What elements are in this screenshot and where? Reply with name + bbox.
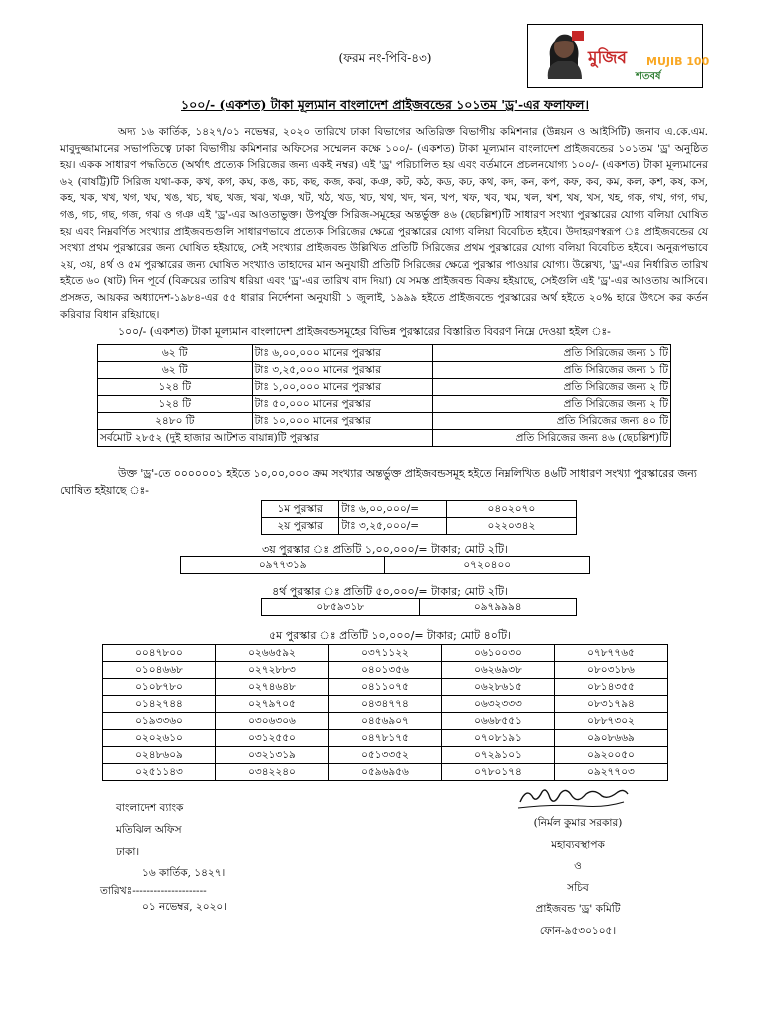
prize-number: ০৭৮৭৭৬৫ <box>554 645 667 662</box>
prize-number: ০৯২৭৭০৩ <box>554 764 667 781</box>
table-row <box>103 662 668 679</box>
summary-row <box>98 413 671 430</box>
table-row <box>103 747 668 764</box>
mujib-100-logo <box>527 24 710 88</box>
summary-count: ১২৪ টি <box>98 396 253 413</box>
form-number: (ফরম নং-পিবি-৪৩) <box>338 51 432 65</box>
prize-number: ০৮৩১৭৯৪ <box>554 696 667 713</box>
prize-number: ০৯৭৯৯৯৪ <box>419 599 577 616</box>
summary-count: ২৪৮০ টি <box>98 413 253 430</box>
summary-per-series: প্রতি সিরিজের জন্য ১ টি <box>432 345 670 362</box>
third-prize-table <box>180 556 590 574</box>
fourth-prize-table <box>261 598 577 616</box>
table-row <box>103 713 668 730</box>
prize-number: ০৫৯৬৯৫৬ <box>328 764 441 781</box>
prize-number: ০১৪২৭৪৪ <box>103 696 216 713</box>
prize-number: ০২৭৪৬৪৮ <box>215 679 328 696</box>
prize-number: ০৮৫৯৩১৮ <box>262 599 420 616</box>
prize-number: ০৬২৮৬১৫ <box>441 679 554 696</box>
prize-number: ০৮৮৭৩০২ <box>554 713 667 730</box>
table-row <box>103 730 668 747</box>
prize-number: ০৭২৯১০১ <box>441 747 554 764</box>
prize-number: ০৩১২৫৫০ <box>215 730 328 747</box>
third-prize-heading: ৩য় পুরস্কার ঃ প্রতিটি ১,০০,০০০/= টাকার; মোট ২টি। <box>262 543 508 556</box>
prize-number: ০৬৬৮৫৫১ <box>441 713 554 730</box>
table-row <box>103 679 668 696</box>
summary-total-label: সর্বমোট ২৮৫২ (দুই হাজার আটশত বায়ান্ন)টি পুরস্কার <box>98 430 433 447</box>
summary-amount: টাঃ ৫০,০০০ মানের পুরস্কার <box>252 396 432 413</box>
prize-number: ০১০৮৭৮০ <box>103 679 216 696</box>
prize-number: ০৯২০০৫০ <box>554 747 667 764</box>
logo-mujib-100: MUJIB 100 <box>646 55 710 68</box>
prize-number: ০২৬৬৫৯২ <box>215 645 328 662</box>
prize-number: ০২০২৬১০ <box>103 730 216 747</box>
bangla-date: ১৬ কার্তিক, ১৪২৭। <box>142 867 226 879</box>
signatory-committee: প্রাইজবন্ড 'ড্র' কমিটি <box>535 903 621 915</box>
prize-number: ০৫১৩৩৫২ <box>328 747 441 764</box>
summary-per-series: প্রতি সিরিজের জন্য ২ টি <box>432 396 670 413</box>
issuer-bank: বাংলাদেশ ব্যাংক <box>116 802 184 814</box>
logo-word-mujib: মুজিব <box>588 48 627 68</box>
prize-number: ০৯৭৭৩১৯ <box>181 557 385 574</box>
prize-number: ০৪০২০৭০ <box>446 501 576 518</box>
prize-number: ০২২০৩৪২ <box>446 518 576 535</box>
summary-count: ৬২ টি <box>98 345 253 362</box>
issuer-address <box>116 797 266 863</box>
prize-number: ০৮১৪৩৫৫ <box>554 679 667 696</box>
details-intro: ১০০/- (একশত) টাকা মূল্যমান বাংলাদেশ প্রাইজবন্ডসমূহের বিভিন্ন পুরস্কারের বিস্তারিত বিবরণ নিম্নে দেওয়া হইল ঃ- <box>118 325 611 338</box>
signatory-name: (নির্মল কুমার সরকার) <box>533 817 623 829</box>
prize-row <box>262 599 577 616</box>
summary-amount: টাঃ ১০,০০০ মানের পুরস্কার <box>252 413 432 430</box>
prize-number: ০৪৫৬৯০৭ <box>328 713 441 730</box>
prize-row <box>262 501 577 518</box>
logo-word-shatabarsha: শতবর্ষ <box>636 71 661 82</box>
summary-row <box>98 396 671 413</box>
summary-count: ৬২ টি <box>98 362 253 379</box>
prize-number: ০৯০৮৬৬৯ <box>554 730 667 747</box>
summary-row <box>98 345 671 362</box>
prize-number: ০৪৩৪৭৭৪ <box>328 696 441 713</box>
summary-per-series: প্রতি সিরিজের জন্য ২ টি <box>432 379 670 396</box>
fourth-prize-heading: ৪র্থ পুরস্কার ঃ প্রতিটি ৫০,০০০/= টাকার; মোট ২টি। <box>272 585 508 598</box>
table-row <box>103 764 668 781</box>
summary-amount: টাঃ ১,০০,০০০ মানের পুরস্কার <box>252 379 432 396</box>
signatory-block <box>490 813 666 942</box>
prize-number: ০৬১০০৩০ <box>441 645 554 662</box>
prize-number: ০৩৪২২৪০ <box>215 764 328 781</box>
prize-number: ০৩০৬৩০৬ <box>215 713 328 730</box>
prize-number: ০৩২১৩১৯ <box>215 747 328 764</box>
signatory-and: ও <box>574 860 582 872</box>
prize-number: ০৪০১৩৫৬ <box>328 662 441 679</box>
summary-amount: টাঃ ৩,২৫,০০০ মানের পুরস্কার <box>252 362 432 379</box>
summary-row <box>98 379 671 396</box>
prize-row <box>181 557 590 574</box>
body-paragraph: অদ্য ১৬ কার্তিক, ১৪২৭/০১ নভেম্বর, ২০২০ তারিখে ঢাকা বিভাগের অতিরিক্ত বিভাগীয় কমিশনার (উন্নয়ন ও আইসিটি) জনাব এ.কে.এম. মাবুদুজ্জামানের সভাপতিত্বে ঢাকা বিভাগীয় কমিশনার অফিসের সম্মেলন কক্ষে ১০০/- (একশত) টাকা মূল্যমান বাংলাদেশ প্রাইজবন্ডের ১০১তম 'ড্র' অনুষ্ঠিত হয়। একক সাধারণ পদ্ধতিতে (অর্থাৎ প্রত্যেক সিরিজের জন্য একই নম্বর) এই 'ড্র' পরিচালিত হয় এবং বর্তমানে প্রচলনযোগ্য ১০০/- (একশত) টাকা মূল্যমানের ৬২ (বাষট্টি)টি সিরিজ যথা-কক, কখ, কগ, কঘ, কঙ, কচ, কছ, কজ, কঝ, কঞ, কট, কঠ, কড, কঢ, কথ, কদ, কন, কপ, কফ, কব, কম, কল, কশ, কষ, কস, কহ, খক, খখ, খগ, খঘ, খঙ, খচ, খছ, খজ, খঝ, খঞ, খট, খঠ, খড, খঢ, খথ, খদ, খন, খপ, খফ, খব, খম, খল, খশ, খষ, খস, খহ, গক, গখ, গগ, গঘ, গঙ, গচ, গছ, গজ, গঝ ও গঞ এই 'ড্র'-এর আওতাভুক্ত। উপর্যুক্ত সিরিজ-সমূহের অন্তর্ভুক্ত ৪৬ (ছেচল্লিশ)টি সাধারণ সংখ্যা পুরস্কারের যোগ্য বলিয়া ঘোষিত হয় এবং নিম্নবর্ণিত সংখ্যার প্রাইজবন্ডগুলি সাধারণভাবে প্রত্যেক সিরিজের ক্ষেত্রে পুরস্কারের যোগ্য বলিয়া বিবেচিত হইবে। উদাহরণস্বরূপ ঃ প্রাইজবন্ডের যে সংখ্যা প্রথম পুরস্কারের জন্য ঘোষিত হইয়াছে, সেই সংখ্যার প্রাইজবন্ড উল্লিখিত প্রতিটি সিরিজের প্রথম পুরস্কারের যোগ্য বলিয়া বিবেচিত হইবে। অনুরূপভাবে ২য়, ৩য়, ৪র্থ ও ৫ম পুরস্কারের জন্য ঘোষিত সংখ্যাও তাহাদের মান অনুযায়ী প্রতিটি সিরিজের ক্ষেত্রে পুরস্কার পাওয়ার যোগ্য। উল্লেখ্য, 'ড্র'-এর নির্ধারিত তারিখ হইতে ৬০ (ষাট) দিন পূর্বে (বিক্রয়ের তারিখ ধরিয়া এবং 'ড্র'-এর তারিখ বাদ দিয়া) যে সমস্ত প্রাইজবন্ড বিক্রয় হইয়াছে, সেইগুলি এই 'ড্র'-এর আওতায় আসিবে। প্রসঙ্গত, আয়কর অধ্যাদেশ-১৯৮৪-এর ৫৫ ধারার নির্দেশনা অনুযায়ী ১ জুলাই, ১৯৯৯ হইতে প্রাইজবন্ডে পুরস্কারের অর্থ হইতে ২০% হারে উৎসে কর কর্তন করিবার বিধান রহিয়াছে। <box>60 126 708 321</box>
prize-number: ০৭২০৪০০ <box>385 557 590 574</box>
signatory-title-secretary: সচিব <box>567 881 589 894</box>
signature-graphic <box>512 780 632 814</box>
table-row <box>103 696 668 713</box>
prize-label: ২য় পুরস্কার <box>262 518 339 535</box>
prize-amount: টাঃ ৬,০০,০০০/= <box>339 501 446 518</box>
prize-number: ০২৫১১৪৩ <box>103 764 216 781</box>
winning-numbers-intro: উক্ত 'ড্র'-তে ০০০০০০১ হইতে ১০,০০,০০০ ক্রম সংখ্যার অন্তর্ভুক্ত প্রাইজবন্ডসমূহ হইতে নিম্নলিখিত ৪৬টি সাধারণ সংখ্যা পুরস্কারের জন্য ঘোষিত হইয়াছে ঃ- <box>60 467 697 497</box>
summary-amount: টাঃ ৬,০০,০০০ মানের পুরস্কার <box>252 345 432 362</box>
signatory-title: মহাব্যবস্থাপক <box>551 838 605 851</box>
fifth-prize-heading: ৫ম পুরস্কার ঃ প্রতিটি ১০,০০০/= টাকার; মোট ৪০টি। <box>269 629 511 642</box>
table-row <box>103 645 668 662</box>
prize-number: ০১০৪৬৬৮ <box>103 662 216 679</box>
prize-summary-table <box>97 344 671 447</box>
prize-number: ০০৪৭৮০০ <box>103 645 216 662</box>
issuer-office: মতিঝিল অফিস <box>116 824 182 836</box>
issuer-city: ঢাকা। <box>116 846 140 858</box>
prize-amount: টাঃ ৩,২৫,০০০/= <box>339 518 446 535</box>
prize-row <box>262 518 577 535</box>
gregorian-date: ০১ নভেম্বর, ২০২০। <box>142 901 227 913</box>
summary-count: ১২৪ টি <box>98 379 253 396</box>
prize-number: ০৪৭৮১৭৫ <box>328 730 441 747</box>
summary-total-per-series: প্রতি সিরিজের জন্য ৪৬ (ছেচল্লিশ)টি <box>432 430 670 447</box>
prize-number: ০৭৮০১৭৪ <box>441 764 554 781</box>
prize-number: ০৬৩২৩৩৩ <box>441 696 554 713</box>
mujib-100-logo-graphic <box>528 25 710 87</box>
summary-per-series: প্রতি সিরিজের জন্য ৪০ টি <box>432 413 670 430</box>
prize-label: ১ম পুরস্কার <box>262 501 339 518</box>
handwritten-signature <box>512 780 632 814</box>
summary-per-series: প্রতি সিরিজের জন্য ১ টি <box>432 362 670 379</box>
prize-number: ০৪১১০৭৫ <box>328 679 441 696</box>
document-headline: ১০০/- (একশত) টাকা মূল্যমান বাংলাদেশ প্রাইজবন্ডের ১০১তম 'ড্র'-এর ফলাফল। <box>181 97 589 112</box>
prize-number: ০৩৭১১২২ <box>328 645 441 662</box>
date-label: তারিখঃ--------------------- <box>100 885 207 897</box>
fifth-prize-table <box>102 644 668 781</box>
prize-number: ০৭০৮১৯১ <box>441 730 554 747</box>
prize-number: ০২৭২৮৮৩ <box>215 662 328 679</box>
summary-row <box>98 362 671 379</box>
prize-number: ০২৪৮৬০৯ <box>103 747 216 764</box>
prize-number: ০১৯৩৩৬০ <box>103 713 216 730</box>
signatory-phone: ফোন-৯৫৩০১০৫। <box>539 924 617 937</box>
prize-number: ০৬২৬৯৩৮ <box>441 662 554 679</box>
prize-number: ০৮০৩১৮৬ <box>554 662 667 679</box>
summary-total-row <box>98 430 671 447</box>
prize-number: ০২৭৯৭০৫ <box>215 696 328 713</box>
first-second-prize-table <box>261 500 577 535</box>
